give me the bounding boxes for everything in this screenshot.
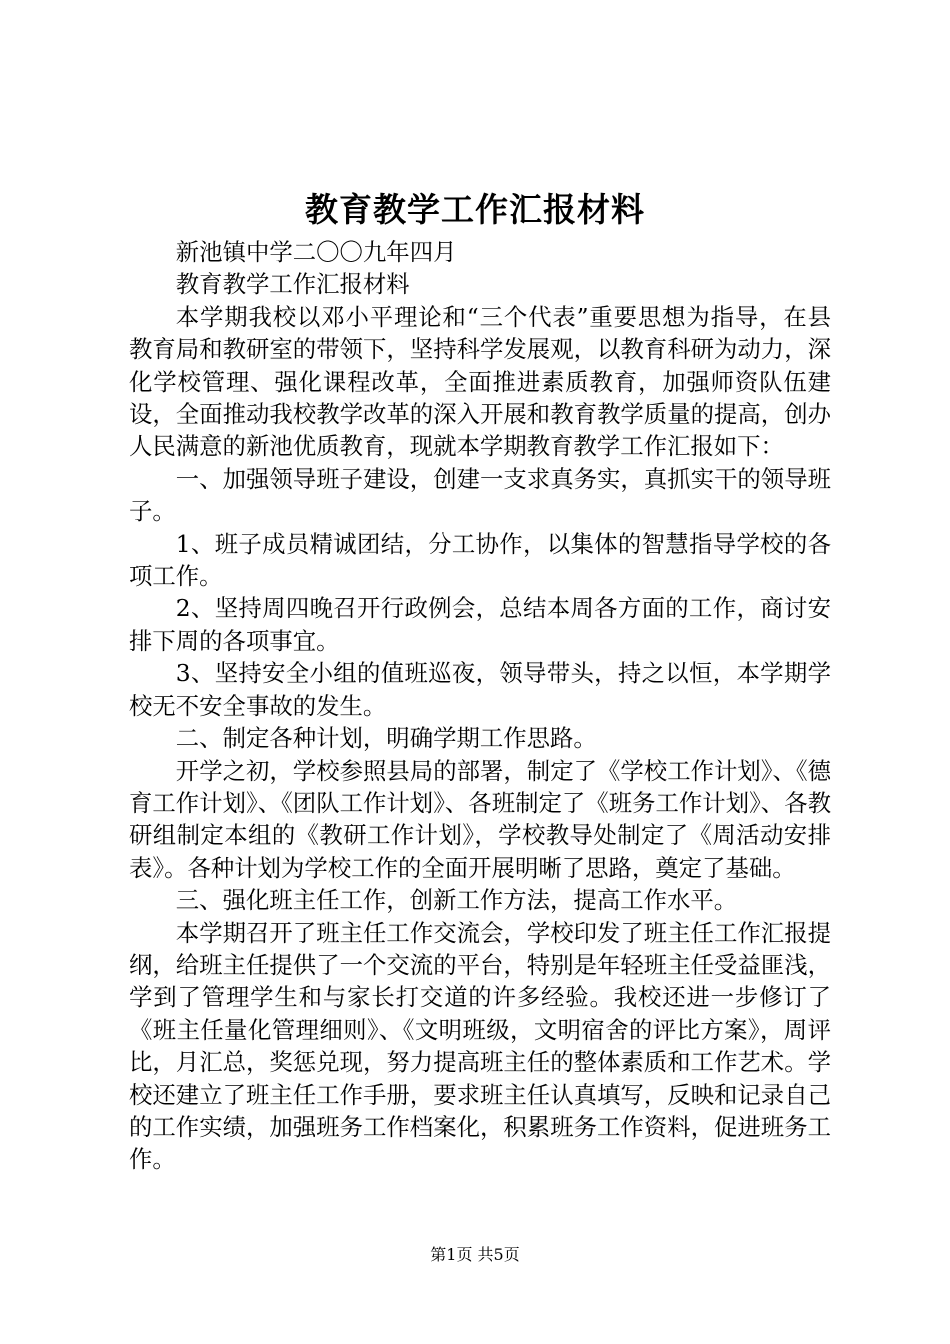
paragraph-item-2: 2、坚持周四晚召开行政例会，总结本周各方面的工作，商讨安排下周的各项事宜。: [129, 594, 831, 655]
paragraph-item-3: 3、坚持安全小组的值班巡夜，领导带头，持之以恒，本学期学校无不安全事故的发生。: [129, 659, 831, 720]
paragraph-intro: 本学期我校以邓小平理论和“三个代表”重要思想为指导，在县教育局和教研室的带领下，坚持科学发展观，以教育科研为动力，深化学校管理、强化课程改革，全面推进素质教育，加强师资队伍建设，全面推动我校教学改革的深入开展和教育教学质量的提高，创办人民满意的新池优质教育，现就本学期教育教学工作汇报如下：: [129, 302, 831, 461]
paragraph-subtitle: 教育教学工作汇报材料: [175, 270, 410, 299]
paragraph-section-3-body: 本学期召开了班主任工作交流会，学校印发了班主任工作汇报提纲，给班主任提供了一个交流的平台，特别是年轻班主任受益匪浅，学到了管理学生和与家长打交道的许多经验。我校还进一步修订了《班主任量化管理细则》、《文明班级，文明宿舍的评比方案》，周评比，月汇总，奖惩兑现，努力提高班主任的整体素质和工作艺术。学校还建立了班主任工作手册，要求班主任认真填写，反映和记录自己的工作实绩，加强班务工作档案化，积累班务工作资料，促进班务工作。: [129, 918, 831, 1174]
paragraph-item-1: 1、班子成员精诚团结，分工协作，以集体的智慧指导学校的各项工作。: [129, 529, 831, 591]
paragraph-section-2-body: 开学之初，学校参照县局的部署，制定了《学校工作计划》、《德育工作计划》、《团队工作计划》、各班制定了《班务工作计划》、各教研组制定本组的《教研工作计划》，学校教导处制定了《周活动安排表》。各种计划为学校工作的全面开展明晰了思路，奠定了基础。: [129, 756, 831, 882]
paragraph-section-2-heading: 二、制定各种计划，明确学期工作思路。: [175, 724, 597, 753]
document-title: 教育教学工作汇报材料: [305, 190, 645, 229]
paragraph-section-3-heading: 三、强化班主任工作，创新工作方法，提高工作水平。: [175, 886, 738, 915]
paragraph-section-1-heading: 一、加强领导班子建设，创建一支求真务实，真抓实干的领导班子。: [129, 464, 831, 526]
paragraph-school-date: 新池镇中学二〇〇九年四月: [175, 238, 457, 266]
document-body: [129, 236, 831, 1176]
page-footer: 第1页 共5页: [430, 1245, 520, 1264]
